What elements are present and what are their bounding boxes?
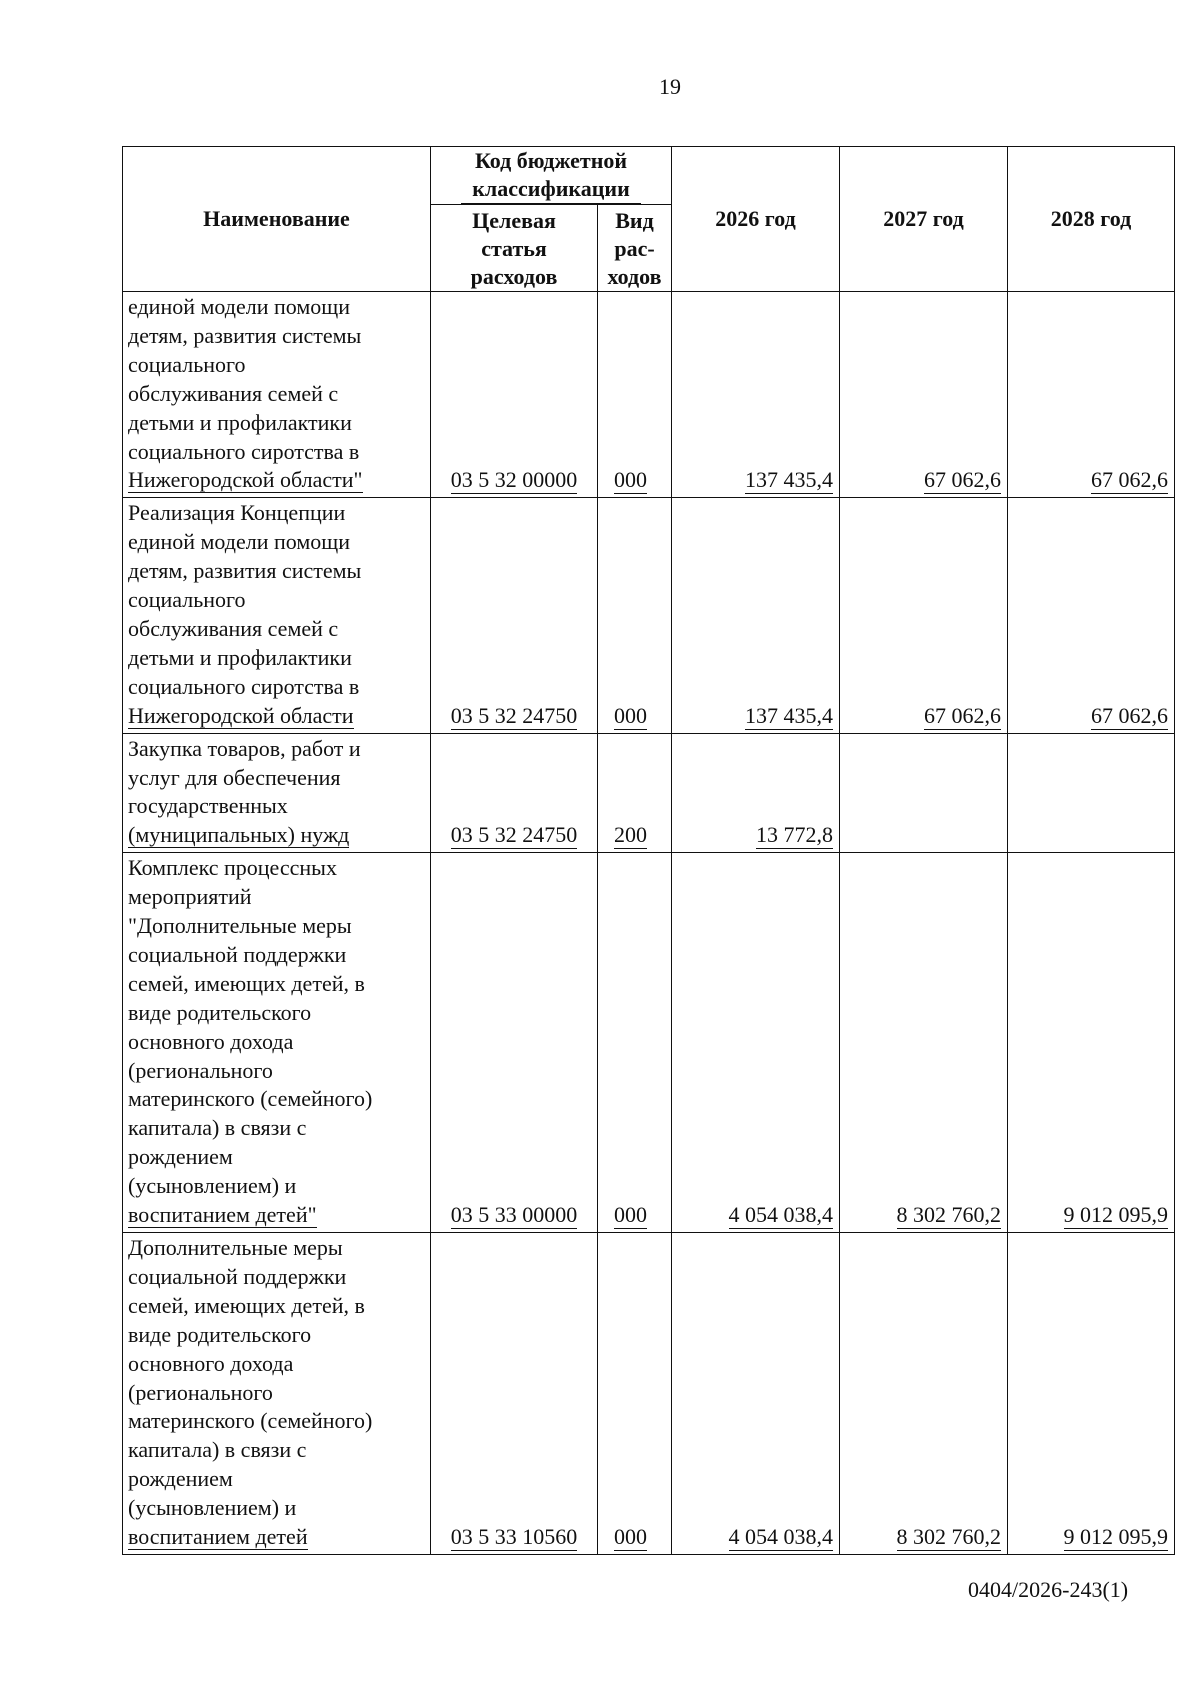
row-name-line: социальной поддержки (128, 1263, 347, 1289)
row-name-line: основного дохода (128, 1350, 294, 1376)
row-name-line: (усыновлением) и (128, 1495, 297, 1521)
row-name-line: Комплекс процессных (128, 855, 337, 881)
header-target-article-label: Целевая статья расходов (470, 208, 558, 289)
page-number: 19 (659, 74, 681, 99)
row-name-line: капитала) в связи с (128, 1115, 307, 1141)
row-name-line: детьми и профилактики (128, 644, 352, 670)
row-name-line: социального (128, 587, 246, 613)
row-expense-kind: 000 (614, 1524, 647, 1550)
row-name-last-line (128, 466, 424, 495)
row-expense-kind: 200 (614, 822, 647, 848)
header-2026: 2026 год (672, 147, 840, 292)
row-name-line: услуг для обеспечения (128, 764, 341, 790)
row-name-last-text: Нижегородской области (128, 702, 354, 728)
row-name-last-line (128, 1201, 424, 1230)
row-expense-kind: 000 (614, 467, 647, 493)
row-name-line: (регионального (128, 1379, 273, 1405)
row-name-line: семей, имеющих детей, в (128, 1292, 365, 1318)
table-row (123, 853, 1175, 1233)
row-name-cell (123, 853, 431, 1233)
row-name-line: (усыновлением) и (128, 1173, 297, 1199)
row-value-2028-cell (1008, 498, 1175, 733)
table-body (123, 292, 1175, 1555)
row-target-article: 03 5 32 00000 (450, 467, 578, 493)
table-row (123, 1233, 1175, 1555)
row-value-2027: 8 302 760,2 (896, 1202, 1001, 1228)
row-value-2027-cell (840, 1233, 1008, 1555)
row-name-last-text: воспитанием детей" (128, 1202, 317, 1228)
row-expense-kind-cell (598, 498, 672, 733)
table-row (123, 498, 1175, 733)
row-name-line: виде родительского (128, 1321, 312, 1347)
row-expense-kind: 000 (614, 1202, 647, 1228)
row-name-last-text: (муниципальных) нужд (128, 822, 350, 848)
row-value-2027-cell (840, 853, 1008, 1233)
row-target-article-cell (431, 498, 598, 733)
header-2027: 2027 год (840, 147, 1008, 292)
row-value-2026: 13 772,8 (756, 822, 833, 848)
row-name-line: обслуживания семей с (128, 380, 339, 406)
row-target-article: 03 5 33 00000 (450, 1202, 578, 1228)
row-name-last-line (128, 702, 424, 731)
row-name-last-line (128, 1523, 424, 1552)
row-value-2026-cell (672, 853, 840, 1233)
row-name-line: капитала) в связи с (128, 1437, 307, 1463)
header-row-top (123, 147, 1175, 205)
row-value-2026: 137 435,4 (745, 702, 833, 728)
row-name-line: государственных (128, 793, 288, 819)
header-target-article (431, 205, 598, 292)
row-target-article: 03 5 33 10560 (450, 1524, 578, 1550)
table-row (123, 733, 1175, 853)
row-name-line: Закупка товаров, работ и (128, 735, 361, 761)
row-name-cell (123, 733, 431, 853)
row-name-line: детям, развития системы (128, 322, 362, 348)
row-name-line: социального (128, 351, 246, 377)
row-value-2028: 9 012 095,9 (1063, 1524, 1168, 1550)
row-name-line: обслуживания семей с (128, 615, 339, 641)
row-value-2026-cell (672, 733, 840, 853)
row-name-cell (123, 498, 431, 733)
row-target-article: 03 5 32 24750 (450, 702, 578, 728)
row-name-line: социального сиротства в (128, 673, 360, 699)
document-code: 0404/2026-243(1) (968, 1577, 1129, 1602)
row-name-line: детям, развития системы (128, 558, 362, 584)
row-value-2026: 137 435,4 (745, 467, 833, 493)
row-target-article-cell (431, 292, 598, 498)
row-target-article-cell (431, 1233, 598, 1555)
row-name-line: единой модели помощи (128, 529, 350, 555)
row-value-2027-cell (840, 498, 1008, 733)
row-name-line: виде родительского (128, 999, 312, 1025)
row-name-cell (123, 292, 431, 498)
row-value-2028: 9 012 095,9 (1063, 1202, 1168, 1228)
row-name-line: Дополнительные меры (128, 1235, 343, 1260)
row-value-2027: 67 062,6 (924, 467, 1001, 493)
header-expense-kind (598, 205, 672, 292)
row-value-2028-cell (1008, 853, 1175, 1233)
row-value-2026: 4 054 038,4 (728, 1524, 833, 1550)
row-name-line: (регионального (128, 1057, 273, 1083)
row-name-last-line (128, 821, 424, 850)
row-name-line: "Дополнительные меры (128, 913, 352, 939)
row-name-cell (123, 1233, 431, 1555)
row-name-last-text: воспитанием детей (128, 1524, 308, 1550)
row-name-line: единой модели помощи (128, 294, 350, 319)
row-name-line: детьми и профилактики (128, 409, 352, 435)
row-value-2026-cell (672, 292, 840, 498)
row-value-2026-cell (672, 498, 840, 733)
row-value-2028-cell (1008, 733, 1175, 853)
row-name-line: материнского (семейного) (128, 1086, 373, 1112)
row-value-2027: 8 302 760,2 (896, 1524, 1001, 1550)
row-value-2027-cell (840, 733, 1008, 853)
row-expense-kind-cell (598, 1233, 672, 1555)
row-target-article-cell (431, 853, 598, 1233)
row-name-line: мероприятий (128, 884, 252, 910)
row-name-line: социального сиротства в (128, 438, 360, 464)
row-expense-kind-cell (598, 292, 672, 498)
header-expense-kind-label: Вид рас-ходов (607, 208, 662, 289)
row-value-2026-cell (672, 1233, 840, 1555)
row-name-line: семей, имеющих детей, в (128, 970, 365, 996)
row-name-line: материнского (семейного) (128, 1408, 373, 1434)
row-value-2028: 67 062,6 (1091, 702, 1168, 728)
row-value-2027-cell (840, 292, 1008, 498)
row-value-2027: 67 062,6 (924, 702, 1001, 728)
row-expense-kind: 000 (614, 702, 647, 728)
row-value-2028-cell (1008, 1233, 1175, 1555)
header-2028: 2028 год (1008, 147, 1175, 292)
row-name-line: рождением (128, 1144, 233, 1170)
row-value-2026: 4 054 038,4 (728, 1202, 833, 1228)
row-name-line: рождением (128, 1466, 233, 1492)
row-expense-kind-cell (598, 853, 672, 1233)
row-expense-kind-cell (598, 733, 672, 853)
budget-table (122, 146, 1175, 1555)
row-name-line: основного дохода (128, 1028, 294, 1054)
row-value-2028: 67 062,6 (1091, 467, 1168, 493)
header-code-group (431, 147, 672, 205)
row-target-article-cell (431, 733, 598, 853)
table-row (123, 292, 1175, 498)
row-name-line: Реализация Концепции (128, 500, 346, 526)
row-target-article: 03 5 32 24750 (450, 822, 578, 848)
row-name-line: социальной поддержки (128, 941, 347, 967)
header-code-group-label: Код бюджетной классификации (461, 147, 641, 204)
header-name: Наименование (123, 147, 431, 292)
row-value-2028-cell (1008, 292, 1175, 498)
row-name-last-text: Нижегородской области" (128, 467, 363, 493)
